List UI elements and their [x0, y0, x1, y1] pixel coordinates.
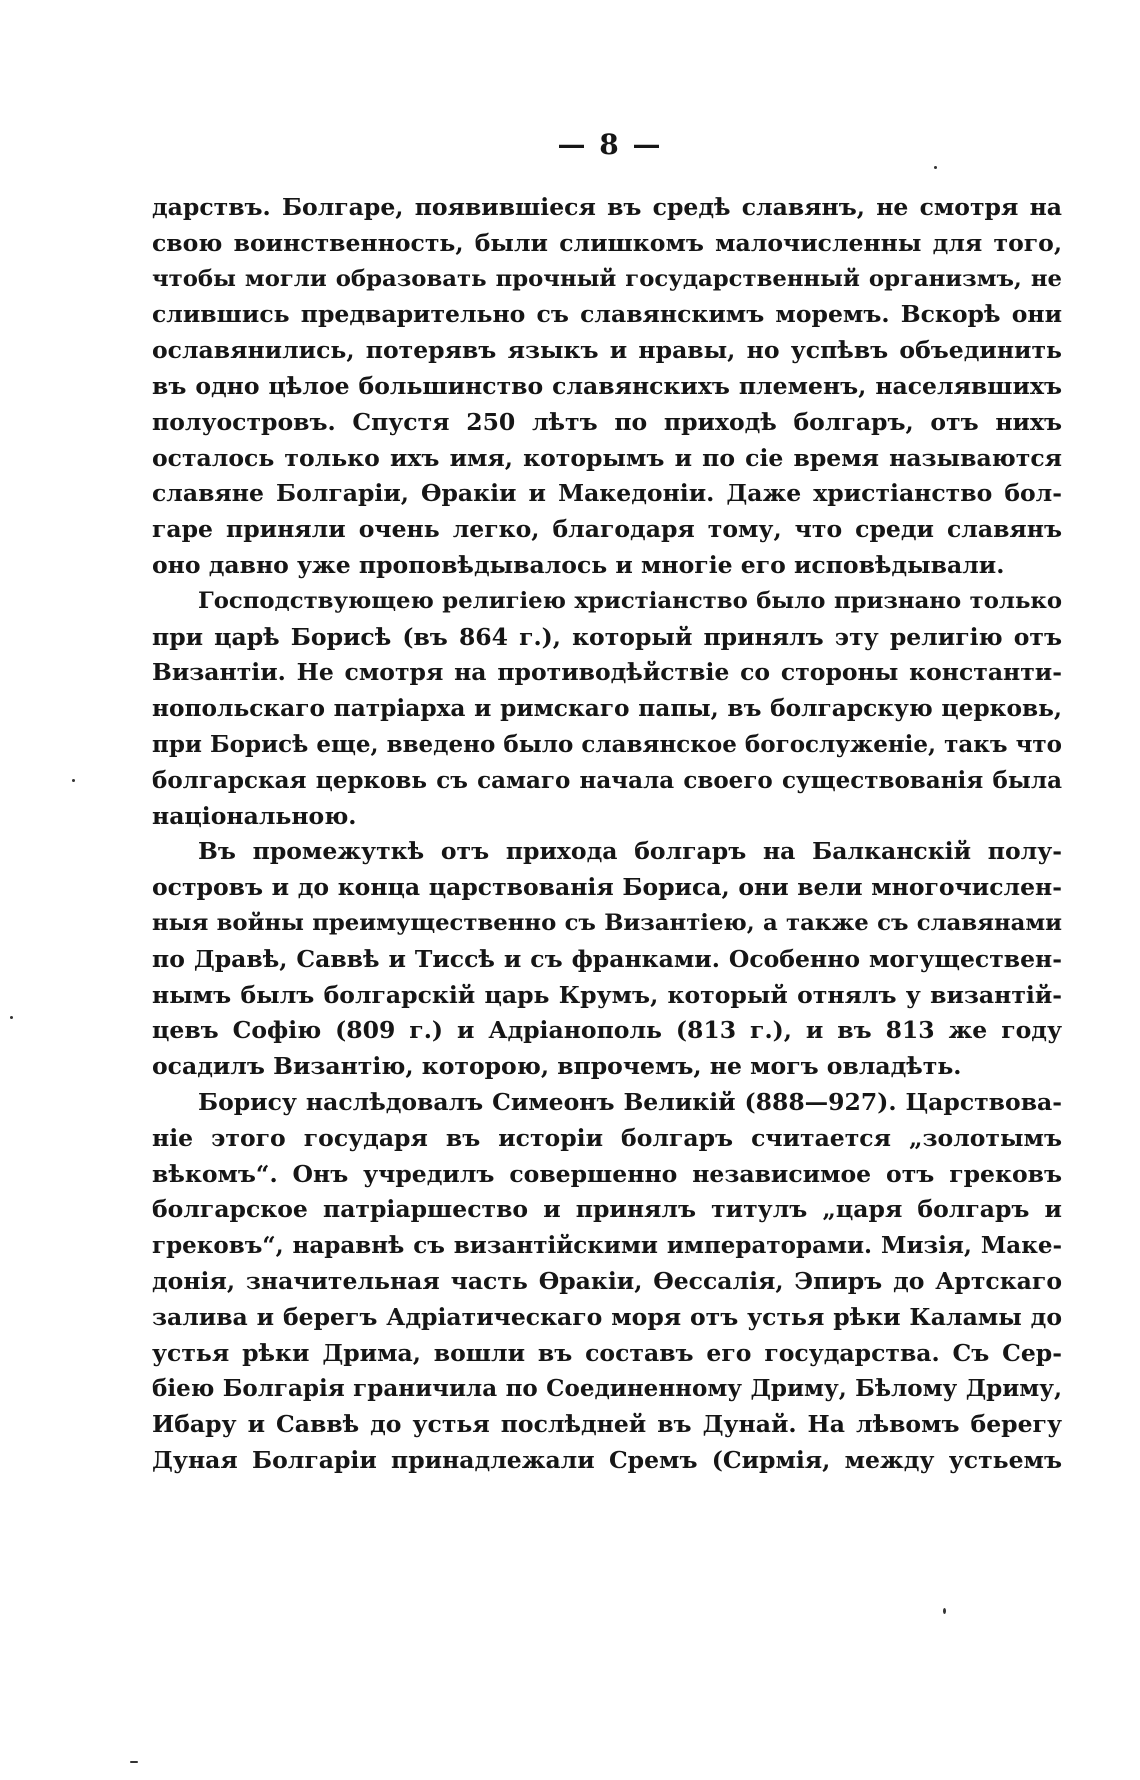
scan-speck: [130, 1761, 138, 1763]
scan-speck: [72, 779, 75, 782]
text-line: Въ промежуткѣ отъ прихода болгаръ на Балканскій полу-: [198, 837, 1062, 866]
text-line: дарствъ. Болгаре, появившіеся въ средѣ славянъ, не смотря на: [152, 193, 1062, 221]
text-line: осталось только ихъ имя, которымъ и по сіе время называются: [152, 443, 1062, 472]
text-line: цевъ Софію (809 г.) и Адріанополь (813 г.), и въ 813 же году: [152, 1016, 1062, 1045]
scan-speck: [10, 1016, 13, 1019]
text-line: осадилъ Византію, которою, впрочемъ, не могъ овладѣть.: [152, 1052, 962, 1081]
text-line: залива и берегъ Адріатическаго моря отъ устья рѣки Каламы до: [152, 1302, 1062, 1331]
text-line: Ибару и Саввѣ до устья послѣдней въ Дунай. На лѣвомъ берегу: [152, 1410, 1062, 1439]
text-line: въ одно цѣлое большинство славянскихъ племенъ, населявшихъ: [152, 371, 1062, 400]
text-line: Борису наслѣдовалъ Симеонъ Великій (888—927). Царствова-: [198, 1087, 1062, 1116]
text-line: національною.: [152, 801, 357, 830]
body-text: [152, 190, 1062, 1479]
text-line: нымъ былъ болгарскій царь Крумъ, который отнялъ у византій-: [152, 980, 1062, 1009]
text-line: ніе этого государя въ исторіи болгаръ считается „золотымъ: [152, 1123, 1062, 1152]
text-line: свою воинственность, были слишкомъ малочисленны для того,: [152, 228, 1062, 257]
text-line: при царѣ Борисѣ (въ 864 г.), который принялъ эту религію отъ: [152, 622, 1062, 651]
text-line: при Борисѣ еще, введено было славянское богослуженіе, такъ что: [152, 730, 1062, 758]
text-line: біею Болгарія граничила по Соединенному Дриму, Бѣлому Дриму,: [152, 1375, 1062, 1403]
text-line: ославянились, потерявъ языкъ и нравы, но успѣвъ объединить: [152, 336, 1062, 365]
text-line: полуостровъ. Спустя 250 лѣтъ по приходѣ болгаръ, отъ нихъ: [152, 407, 1062, 436]
text-line: чтобы могли образовать прочный государственный организмъ, не: [152, 265, 1062, 292]
text-line: по Дравѣ, Саввѣ и Тиссѣ и съ франками. Особенно могуществен-: [152, 944, 1062, 973]
text-line: оно давно уже проповѣдывалось и многіе его исповѣдывали.: [152, 550, 1005, 579]
text-line: славяне Болгаріи, Ѳракіи и Македоніи. Даже христіанство бол-: [152, 479, 1062, 508]
text-line: ныя войны преимущественно съ Византіею, а также съ славянами: [152, 909, 1062, 936]
text-line: грековъ“, наравнѣ съ византійскими императорами. Мизія, Маке-: [152, 1232, 1062, 1260]
text-line: нопольскаго патріарха и римскаго папы, въ болгарскую церковь,: [152, 695, 1062, 723]
text-line: устья рѣки Дрима, вошли въ составъ его государства. Съ Сер-: [152, 1338, 1062, 1367]
page-number: — 8 —: [557, 128, 663, 161]
text-line: Дуная Болгаріи принадлежали Сремъ (Сирмія, между устьемъ: [152, 1445, 1062, 1474]
text-line: островъ и до конца царствованія Бориса, они вели многочислен-: [152, 873, 1062, 902]
text-line: Господствующею религіею христіанство было признано только: [198, 587, 1062, 614]
scan-speck: [934, 166, 937, 169]
text-line: вѣкомъ“. Онъ учредилъ совершенно независимое отъ грековъ: [152, 1159, 1062, 1188]
scan-speck: [943, 1608, 946, 1614]
text-line: гаре приняли очень легко, благодаря тому, что среди славянъ: [152, 515, 1062, 544]
text-line: болгарское патріаршество и принялъ титулъ „царя болгаръ и: [152, 1195, 1062, 1224]
text-line: слившись предварительно съ славянскимъ моремъ. Вскорѣ они: [152, 300, 1062, 329]
text-line: Византіи. Не смотря на противодѣйствіе со стороны константи-: [152, 658, 1062, 687]
text-line: болгарская церковь съ самаго начала своего существованія была: [152, 766, 1062, 794]
text-line: донія, значительная часть Ѳракіи, Ѳессалія, Эпиръ до Артскаго: [152, 1266, 1062, 1295]
